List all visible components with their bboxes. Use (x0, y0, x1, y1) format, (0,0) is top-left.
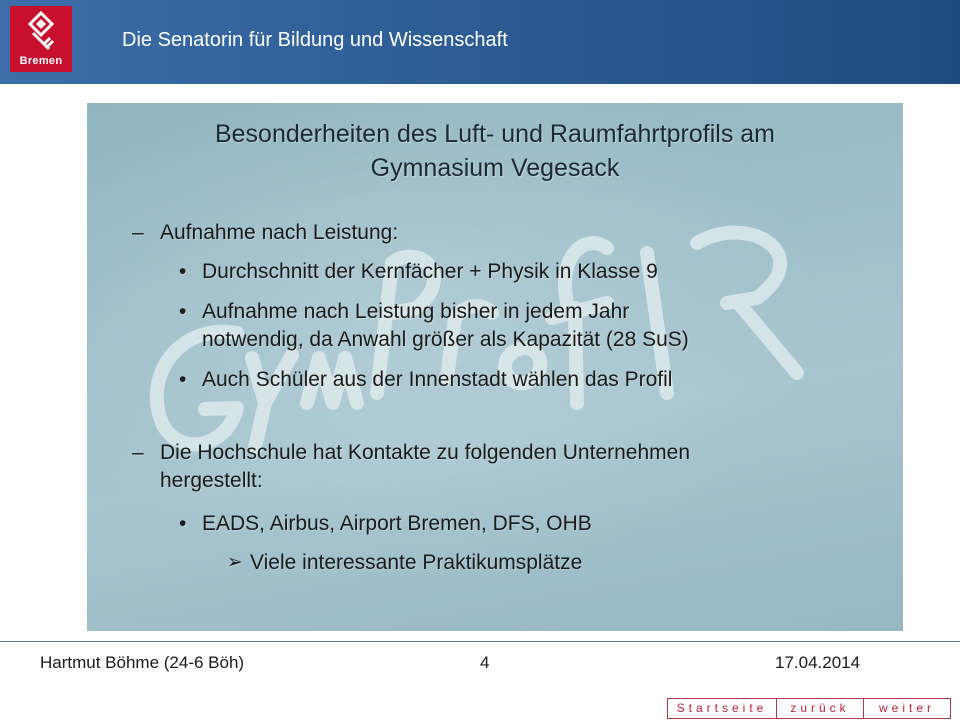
slide-navigation (667, 698, 951, 718)
footer-author: Hartmut Böhme (24-6 Böh) (40, 653, 245, 672)
bullet-marker: • (179, 368, 187, 391)
bullet-admission-line-2: notwendig, da Anwahl größer als Kapazität (28 SuS) (202, 328, 689, 351)
bullet-average-grades: Durchschnitt der Kernfächer + Physik in Klasse 9 (202, 260, 658, 283)
back-button[interactable]: zurück (776, 698, 863, 719)
slide-content-panel (87, 103, 903, 631)
start-page-button[interactable]: Startseite (667, 698, 776, 719)
organization-title: Die Senatorin für Bildung und Wissenschaft (122, 29, 508, 51)
slide-title (87, 117, 903, 185)
dash-marker: – (132, 441, 144, 464)
slide-title-line-2: Gymnasium Vegesack (370, 154, 620, 182)
arrow-bullet-icon: ➢ (227, 552, 243, 573)
header-bar (0, 0, 960, 84)
bullet-inner-city-students: Auch Schüler aus der Innenstadt wählen das Profil (202, 368, 673, 391)
footer-divider (0, 641, 960, 642)
subpoint-internships: Viele interessante Praktikumsplätze (250, 551, 583, 574)
bullet-admission-line-1: Aufnahme nach Leistung bisher in jedem Jahr (202, 300, 630, 323)
section-heading-university-line-2: hergestellt: (160, 469, 263, 492)
bullet-marker: • (179, 300, 187, 323)
bullet-marker: • (179, 260, 187, 283)
section-heading-university-line-1: Die Hochschule hat Kontakte zu folgenden Unternehmen (160, 441, 691, 464)
footer-page-number: 4 (480, 653, 490, 672)
bullet-marker: • (179, 512, 187, 535)
dash-marker: – (132, 221, 144, 244)
footer-date: 17.04.2014 (775, 653, 861, 672)
bullet-companies: EADS, Airbus, Airport Bremen, DFS, OHB (202, 512, 592, 535)
slide-title-line-1: Besonderheiten des Luft- und Raumfahrtprofils am (214, 120, 776, 148)
logo-text: Bremen (19, 55, 63, 67)
next-button[interactable]: weiter (863, 698, 951, 719)
bremen-logo[interactable] (10, 6, 72, 72)
key-icon (24, 10, 58, 50)
section-heading-admission: Aufnahme nach Leistung: (160, 221, 399, 244)
